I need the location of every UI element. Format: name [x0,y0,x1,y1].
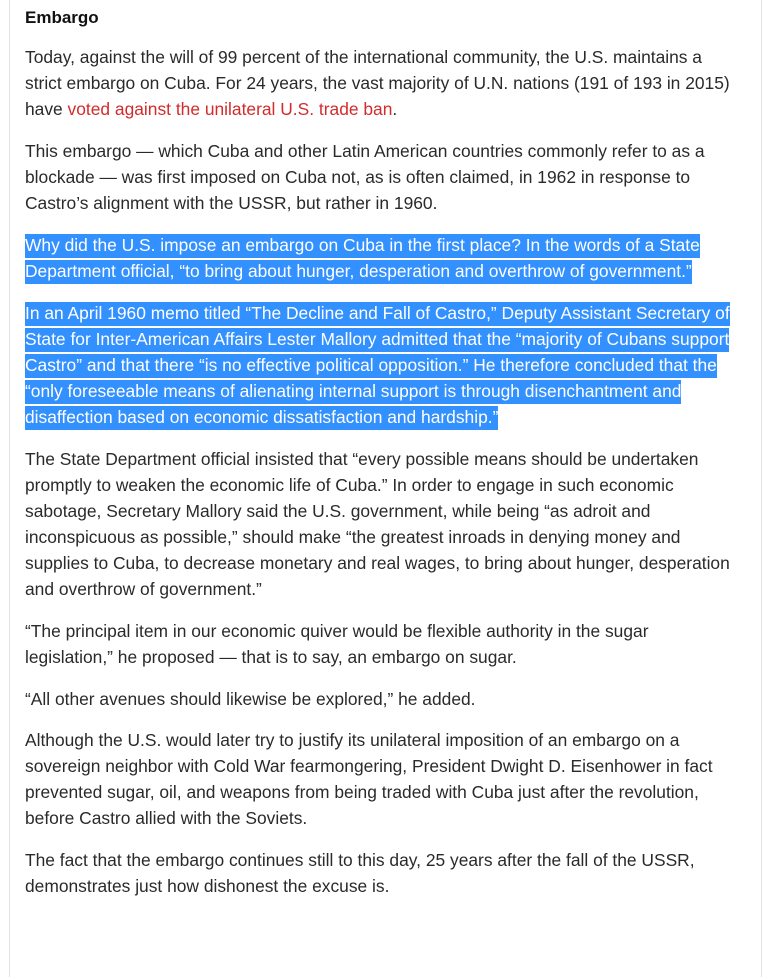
paragraph-8: Although the U.S. would later try to justify its unilateral imposition of an embargo on a sovereign neighbor with Cold War fearmongering, President Dwight D. Eisenhower in fact prevented sugar, oil, and weapons from being traded with Cuba just after the revolution, before Castro allied with the Soviets. [25,730,713,828]
content-right-border [761,0,762,977]
paragraph-6: “The principal item in our economic quiver would be flexible authority in the sugar legislation,” he proposed — that is to say, an embargo on sugar. [25,621,649,667]
section-heading: Embargo [25,8,99,27]
text-selection-highlight[interactable]: In an April 1960 memo titled “The Decline and Fall of Castro,” Deputy Assistant Secretary of State for Inter-American Affairs Lester Mallory admitted that the “majority of Cubans support Castro” and that there “is no effective political opposition.” He therefore concluded that the “only foreseeable means of alienating internal support is through disenchantment and disaffection based on economic dissatisfaction and hardship.” [25,302,730,430]
paragraph-4-selected[interactable] [25,300,730,430]
content-left-border [9,0,10,977]
paragraph-9: The fact that the embargo continues still to this day, 25 years after the fall of the USSR, demonstrates just how dishonest the excuse is. [25,850,695,896]
paragraph-1 [25,44,730,122]
paragraph-2: This embargo — which Cuba and other Latin American countries commonly refer to as a blockade — was first imposed on Cuba not, as is often claimed, in 1962 in response to Castro’s alignment with the USSR, but rather in 1960. [25,141,705,213]
text-selection-highlight[interactable]: Why did the U.S. impose an embargo on Cuba in the first place? In the words of a State Department official, “to bring about hunger, desperation and overthrow of government.” [25,234,700,284]
paragraph-1-text: Today, against the will of 99 percent of the international community, the U.S. maintains a strict embargo on Cuba. For 24 years, the vast majority of U.N. nations (191 of 193 in 2015) have [25,47,730,119]
paragraph-5: The State Department official insisted that “every possible means should be undertaken promptly to weaken the economic life of Cuba.” In order to engage in such economic sabotage, Secretary Mallory said the U.S. government, while being “as adroit and inconspicuous as possible,” should make “the greatest inroads in denying money and supplies to Cuba, to decrease monetary and real wages, to bring about hunger, desperation and overthrow of government.” [25,449,730,599]
article-body [25,4,730,915]
paragraph-7: “All other avenues should likewise be explored,” he added. [25,689,476,709]
un-vote-link[interactable]: voted against the unilateral U.S. trade ban [67,99,393,119]
paragraph-1-end: . [392,99,398,119]
paragraph-3-selected[interactable] [25,232,730,284]
